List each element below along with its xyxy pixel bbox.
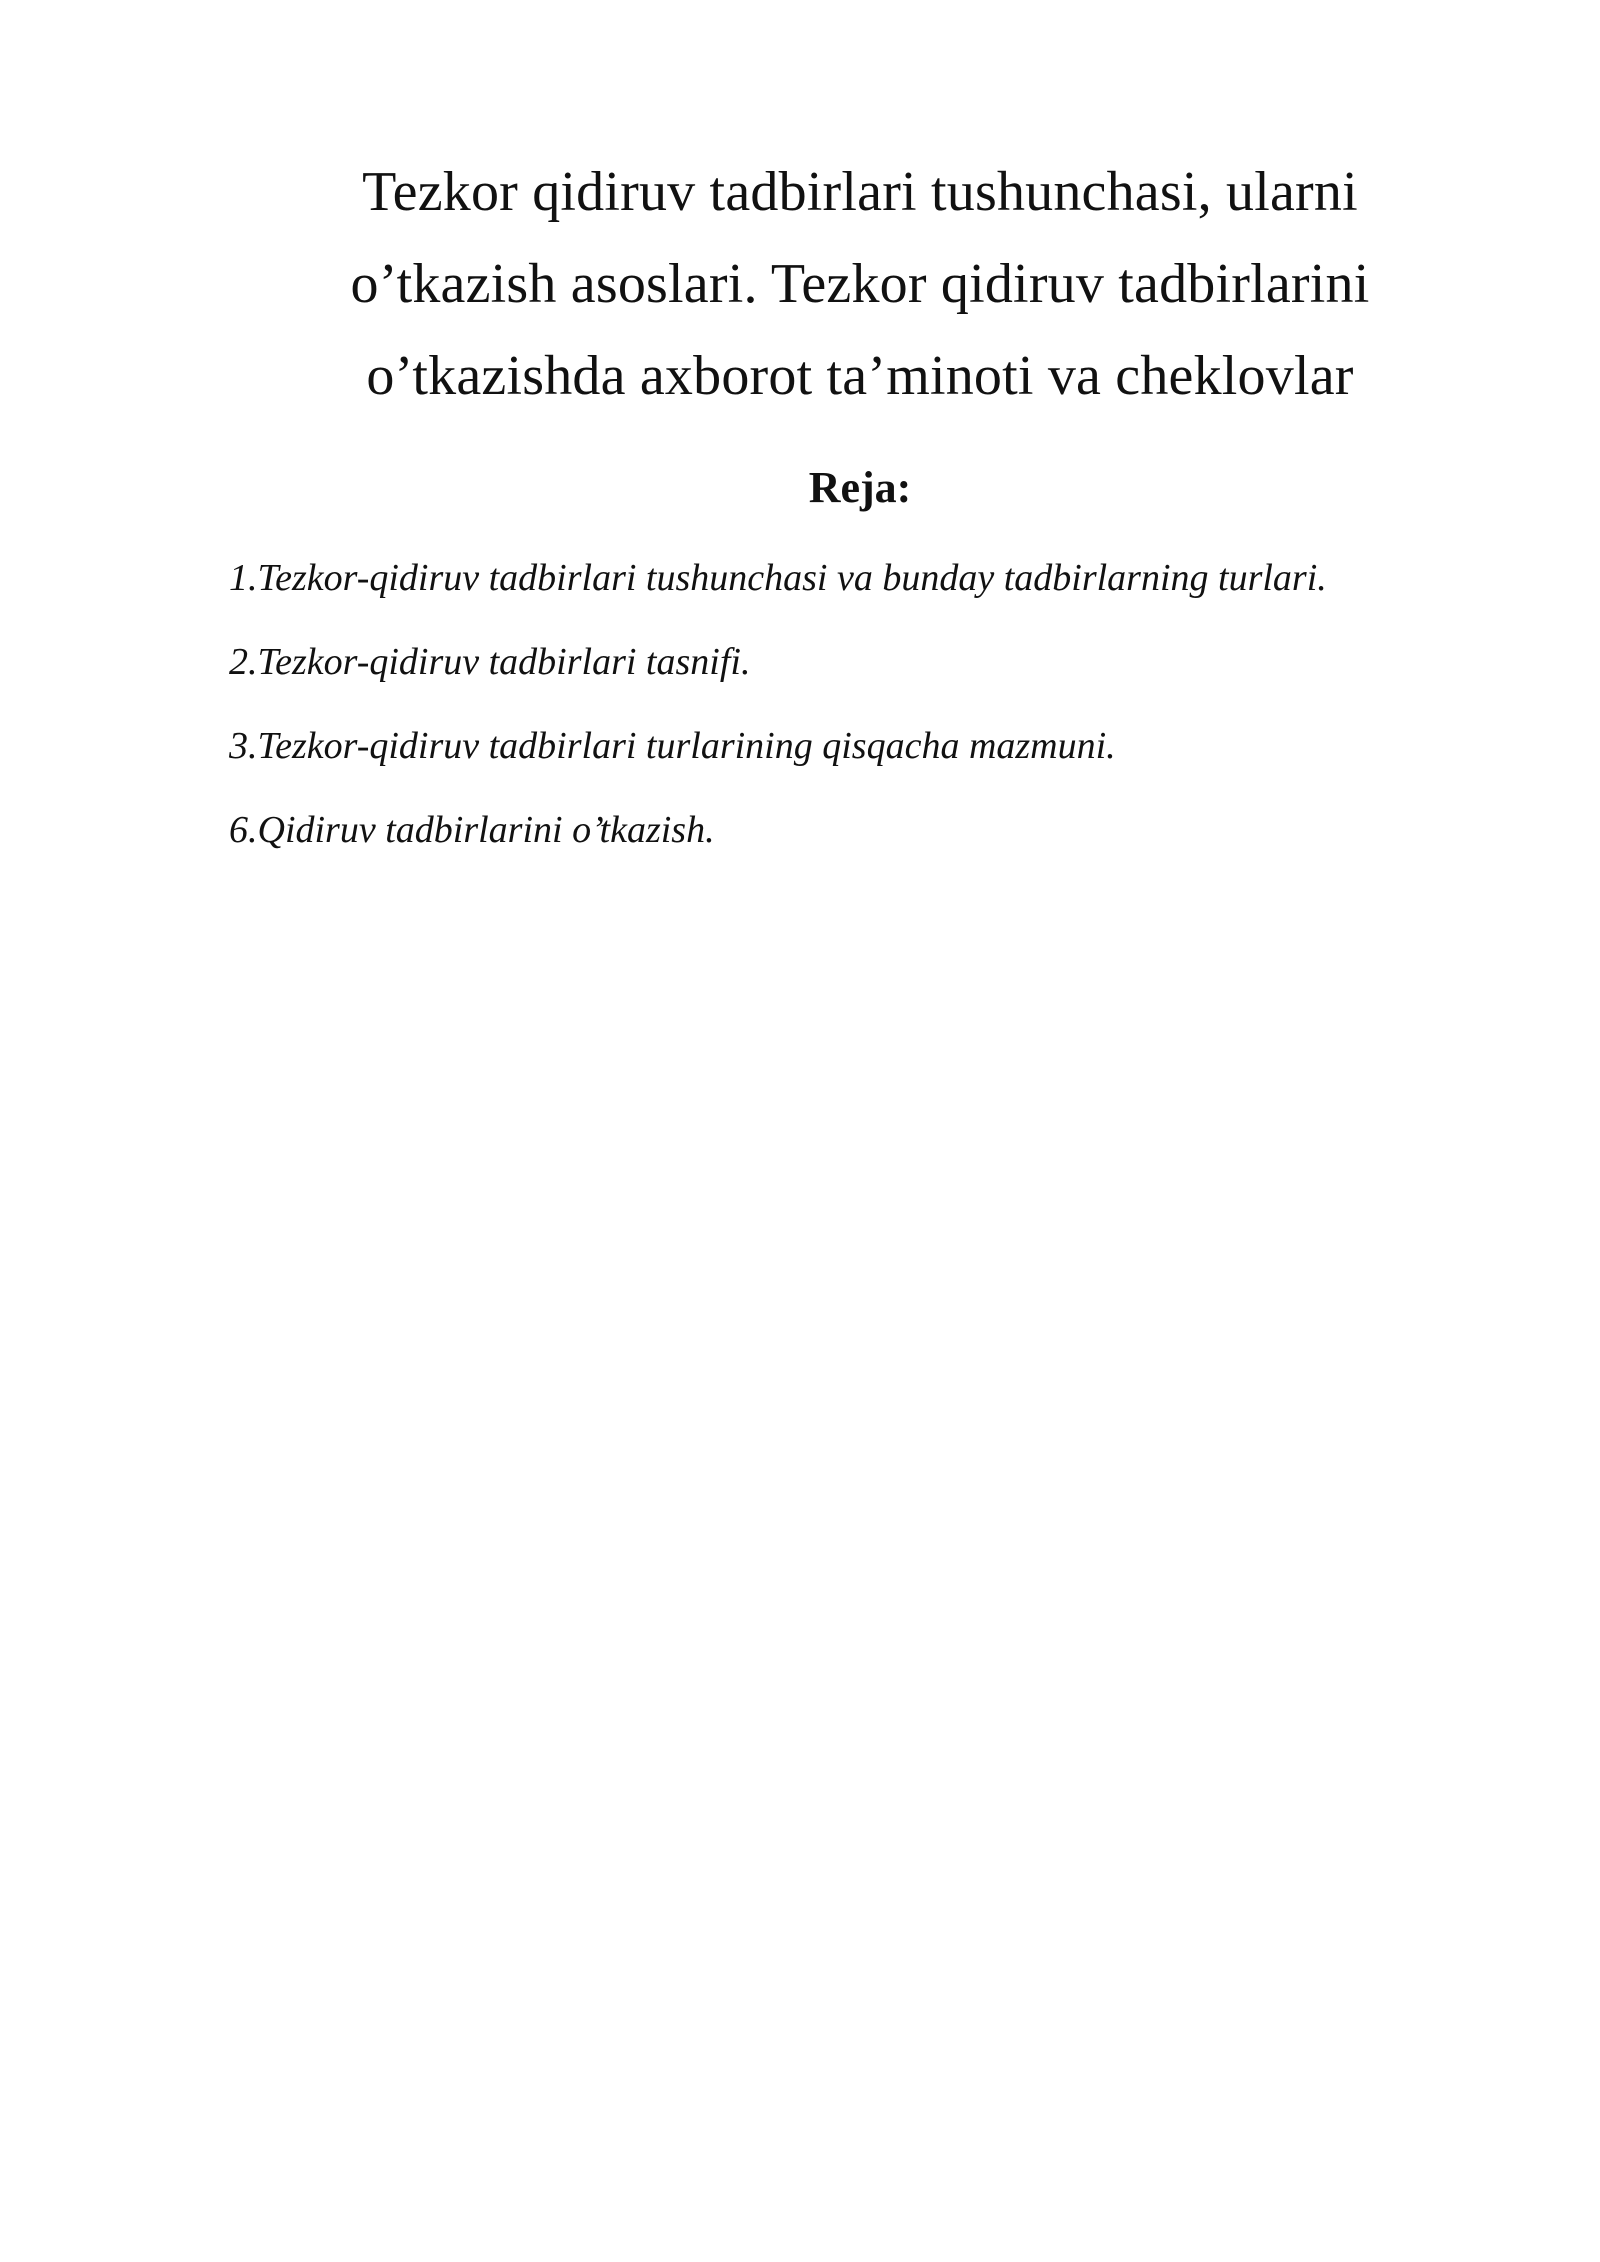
plan-list [229, 536, 1327, 872]
plan-item-4: 6.Qidiruv tadbirlarini o’tkazish. [229, 809, 715, 851]
plan-item-1: 1.Tezkor-qidiruv tadbirlari tushunchasi va bunday tadbirlarning turlari. [229, 557, 1327, 599]
plan-item-2: 2.Tezkor-qidiruv tadbirlari tasnifi. [229, 641, 751, 683]
title-line-1: Tezkor qidiruv tadbirlari tushunchasi, ularni [362, 161, 1358, 223]
title-line-3: o’tkazishda axborot ta’minoti va cheklovlar [366, 345, 1354, 407]
title-line-2: o’tkazish asoslari. Tezkor qidiruv tadbirlarini [350, 253, 1370, 315]
document-title [260, 146, 1460, 422]
plan-item-3: 3.Tezkor-qidiruv tadbirlari turlarining qisqacha mazmuni. [229, 725, 1116, 767]
plan-heading: Reja: [808, 463, 912, 512]
